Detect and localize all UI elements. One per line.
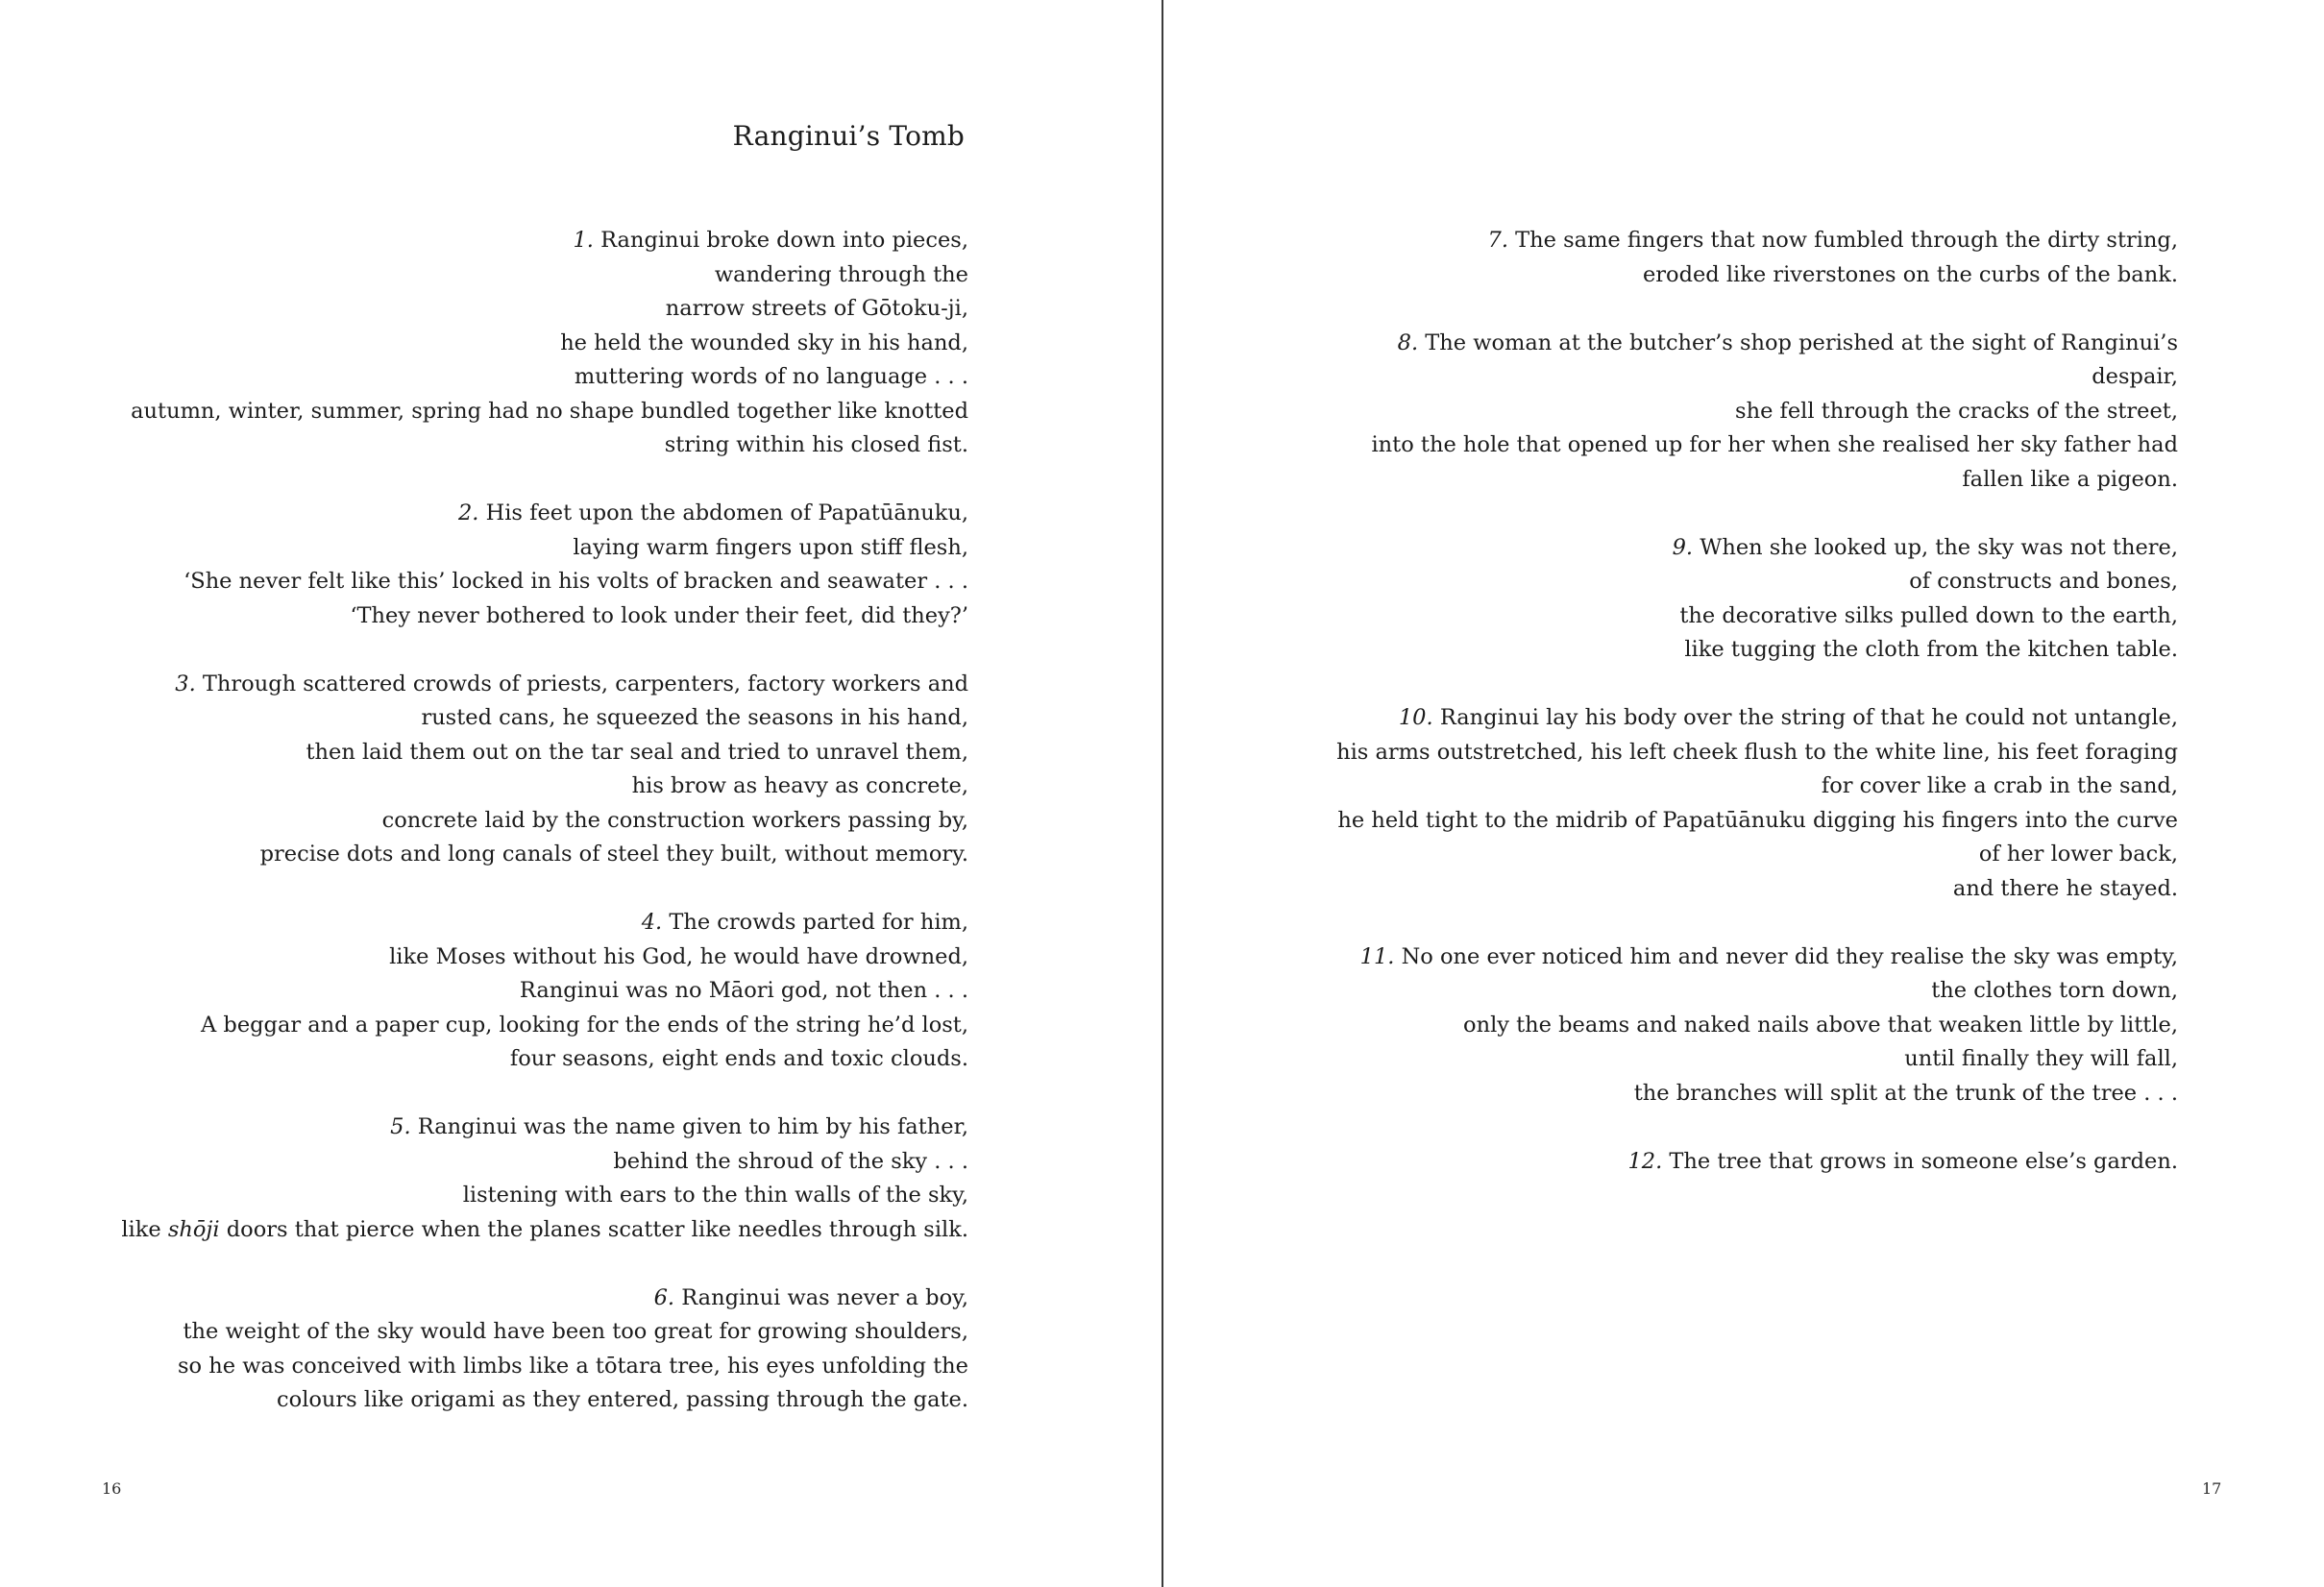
stanza-line: 5. Ranginui was the name given to him by his father,	[390, 1114, 968, 1139]
stanza-line: laying warm fingers upon stiff flesh,	[573, 534, 968, 560]
stanza-line: like shōji doors that pierce when the planes scatter like needles through silk.	[121, 1216, 968, 1242]
stanza-number: 9.	[1672, 534, 1694, 560]
stanza-number: 2.	[457, 501, 479, 525]
stanza-3	[0, 668, 968, 872]
stanza-line: his brow as heavy as concrete,	[631, 773, 968, 798]
stanza-line: 11. No one ever noticed him and never did they realise the sky was empty,	[1359, 943, 2178, 969]
italic-word: shōji	[167, 1216, 220, 1242]
stanza-line: of constructs and bones,	[1909, 569, 2178, 594]
stanza-line: 10. Ranginui lay his body over the string of that he could not untangle,	[1398, 705, 2178, 730]
stanza-line: wandering through the	[714, 261, 968, 287]
stanza-line: 8. The woman at the butcher’s shop perished at the sight of Ranginui’s	[1397, 330, 2178, 355]
poem-right-column	[1164, 224, 2178, 1213]
poem-title: Ranginui’s Tomb	[732, 120, 965, 152]
page-number-right: 17	[2202, 1479, 2222, 1498]
stanza-line: four seasons, eight ends and toxic clouds.	[509, 1046, 968, 1071]
stanza-line: of her lower back,	[1978, 842, 2178, 867]
stanza-line: then laid them out on the tar seal and tried to unravel them,	[306, 739, 968, 765]
stanza-number: 3.	[175, 671, 196, 696]
stanza-line: the weight of the sky would have been too great for growing shoulders,	[183, 1319, 968, 1344]
stanza-line: until finally they will fall,	[1904, 1046, 2178, 1071]
stanza-7	[1164, 224, 2178, 292]
stanza-line: A beggar and a paper cup, looking for the ends of the string he’d lost,	[201, 1012, 968, 1038]
stanza-6	[0, 1282, 968, 1418]
stanza-line: eroded like riverstones on the curbs of the bank.	[1642, 261, 2178, 287]
stanza-line: precise dots and long canals of steel they built, without memory.	[259, 842, 968, 867]
stanza-line: 9. When she looked up, the sky was not there,	[1672, 534, 2178, 560]
stanza-line: narrow streets of Gōtoku-ji,	[665, 296, 968, 321]
stanza-number: 12.	[1627, 1148, 1663, 1174]
stanza-number: 10.	[1398, 705, 1433, 730]
stanza-number: 5.	[390, 1114, 411, 1139]
stanza-line: autumn, winter, summer, spring had no shape bundled together like knotted	[131, 398, 968, 424]
stanza-line: colours like origami as they entered, passing through the gate.	[277, 1387, 968, 1412]
stanza-line: ‘She never felt like this’ locked in his volts of bracken and seawater . . .	[183, 569, 968, 594]
stanza-line: 12. The tree that grows in someone else’s garden.	[1627, 1148, 2178, 1174]
stanza-line: 3. Through scattered crowds of priests, carpenters, factory workers and	[175, 671, 968, 696]
poem-left-column	[0, 224, 968, 1452]
stanza-line: string within his closed fist.	[664, 432, 968, 457]
stanza-5	[0, 1111, 968, 1247]
stanza-10	[1164, 701, 2178, 906]
stanza-number: 11.	[1359, 943, 1395, 969]
stanza-line: he held tight to the midrib of Papatūānuku digging his fingers into the curve	[1337, 807, 2178, 833]
stanza-line: the decorative silks pulled down to the earth,	[1679, 602, 2178, 628]
stanza-line: despair,	[2092, 364, 2178, 389]
stanza-line: he held the wounded sky in his hand,	[560, 330, 968, 355]
stanza-number: 1.	[573, 228, 594, 253]
stanza-line: 7. The same fingers that now fumbled through the dirty string,	[1487, 228, 2178, 253]
stanza-line: so he was conceived with limbs like a tōtara tree, his eyes unfolding the	[177, 1353, 968, 1379]
stanza-line: the clothes torn down,	[1931, 978, 2178, 1003]
page-number-left: 16	[102, 1479, 122, 1498]
stanza-9	[1164, 531, 2178, 668]
stanza-line: ‘They never bothered to look under their feet, did they?’	[350, 602, 968, 628]
stanza-line: fallen like a pigeon.	[1962, 466, 2178, 492]
stanza-line: and there he stayed.	[1952, 875, 2178, 901]
stanza-line: 6. Ranginui was never a boy,	[653, 1284, 968, 1310]
stanza-number: 8.	[1397, 330, 1419, 355]
right-page	[1164, 0, 2324, 1587]
stanza-line: 1. Ranginui broke down into pieces,	[573, 228, 968, 253]
stanza-line: for cover like a crab in the sand,	[1821, 773, 2178, 798]
stanza-line: muttering words of no language . . .	[574, 364, 968, 389]
stanza-line: 4. The crowds parted for him,	[641, 910, 968, 935]
stanza-line: only the beams and naked nails above that weaken little by little,	[1463, 1012, 2178, 1038]
stanza-line: like tugging the cloth from the kitchen table.	[1684, 637, 2178, 662]
stanza-4	[0, 906, 968, 1077]
stanza-line: into the hole that opened up for her when she realised her sky father had	[1371, 432, 2178, 457]
stanza-1	[0, 224, 968, 463]
stanza-line: his arms outstretched, his left cheek flush to the white line, his feet foraging	[1336, 739, 2178, 765]
stanza-number: 7.	[1487, 228, 1508, 253]
stanza-line: she fell through the cracks of the street,	[1735, 398, 2178, 424]
stanza-11	[1164, 940, 2178, 1111]
stanza-number: 6.	[653, 1284, 675, 1310]
stanza-line: behind the shroud of the sky . . .	[613, 1148, 968, 1174]
stanza-number: 4.	[641, 910, 663, 935]
stanza-line: 2. His feet upon the abdomen of Papatūānuku,	[457, 501, 968, 525]
stanza-12	[1164, 1145, 2178, 1180]
stanza-line: concrete laid by the construction workers passing by,	[381, 807, 968, 833]
stanza-2	[0, 497, 968, 633]
stanza-line: like Moses without his God, he would have drowned,	[389, 943, 968, 969]
stanza-8	[1164, 327, 2178, 498]
stanza-line: listening with ears to the thin walls of the sky,	[462, 1183, 968, 1208]
stanza-line: Ranginui was no Māori god, not then . . .	[519, 978, 968, 1003]
stanza-line: the branches will split at the trunk of the tree . . .	[1633, 1080, 2178, 1106]
stanza-line: rusted cans, he squeezed the seasons in his hand,	[421, 705, 968, 730]
